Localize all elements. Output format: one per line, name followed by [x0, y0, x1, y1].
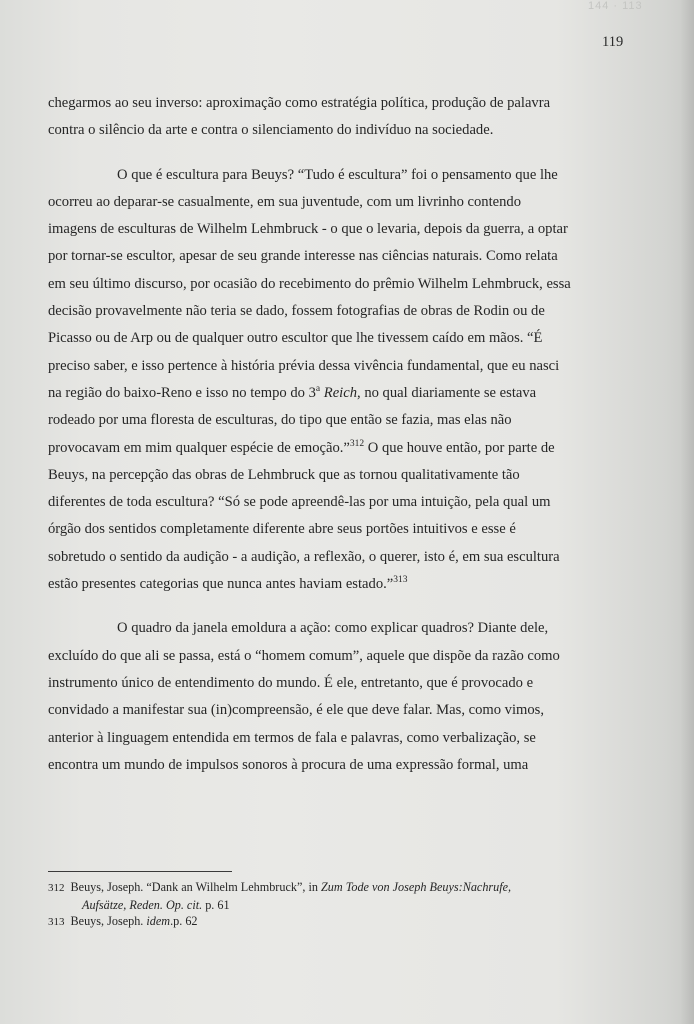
- paragraph-1: [48, 90, 583, 145]
- text-line: chegarmos ao seu inverso: aproximação como estratégia política, produção de palavra: [48, 95, 551, 111]
- text-line: anterior à linguagem entendida em termos de fala e palavras, como verbalização, se: [48, 729, 536, 746]
- text-line: excluído do que ali se passa, está o “homem comum”, aquele que dispõe da razão como: [48, 647, 560, 664]
- footnote-312: [48, 879, 608, 913]
- footnote-number: 312: [48, 882, 65, 894]
- footnote-title: idem: [146, 914, 171, 928]
- text-line: decisão provavelmente não teria se dado, fossem fotografias de obras de Rodin ou de: [48, 303, 545, 320]
- footnote-313: [48, 913, 608, 931]
- text-segment: na região do baixo-Reno e isso no tempo do 3: [48, 384, 316, 401]
- text-line: convidado a manifestar sua (in)compreensão, é ele que deve falar. Mas, como vimos,: [48, 702, 545, 719]
- text-line: imagens de esculturas de Wilhelm Lehmbruck - o que o levaria, depois da guerra, a optar: [48, 221, 568, 238]
- text-line: ocorreu ao deparar-se casualmente, em sua juventude, com um livrinho contendo: [48, 193, 522, 210]
- footnote-text: Beuys, Joseph.: [70, 914, 147, 928]
- text-line: encontra um mundo de impulsos sonoros à procura de uma expressão formal, uma: [48, 756, 529, 773]
- body-text: [48, 90, 583, 779]
- footnote-ref: 313: [393, 575, 408, 586]
- footnote-separator: [48, 871, 232, 872]
- page-number: 119: [602, 34, 624, 50]
- text-line: instrumento único de entendimento do mundo. É ele, entretanto, que é provocado e: [48, 674, 534, 691]
- text-line: [48, 380, 583, 407]
- footnote-text: p. 61: [202, 897, 230, 912]
- text-line: em seu último discurso, por ocasião do recebimento do prêmio Wilhelm Lehmbruck, essa: [48, 275, 571, 292]
- text-segment: estão presentes categorias que nunca antes haviam estado.”: [48, 576, 394, 593]
- text-line: rodeado por uma floresta de esculturas, do tipo que então se fazia, mas elas não: [48, 412, 512, 429]
- text-line: O quadro da janela emoldura a ação: como explicar quadros? Diante dele,: [117, 620, 549, 637]
- footnote-ref: 312: [349, 438, 365, 449]
- footnote-text: .p. 62: [170, 914, 198, 928]
- text-segment: , no qual diariamente se estava: [357, 384, 537, 401]
- footnotes: [48, 879, 608, 931]
- paragraph-3: [48, 615, 583, 779]
- text-line: preciso saber, e isso pertence à história prévia dessa vivência fundamental, que eu nasci: [48, 357, 560, 374]
- text-line: por tornar-se escultor, apesar de seu grande interesse nas ciências naturais. Como relata: [48, 248, 558, 265]
- text-line: Picasso ou de Arp ou de qualquer outro escultor que lhe tivessem caído em mãos. “É: [48, 330, 543, 347]
- text-line: [48, 571, 583, 598]
- footnote-title: Zum Tode von Joseph Beuys:Nachrufe,: [320, 880, 512, 894]
- paragraph-2: [48, 162, 583, 599]
- page-edge-shadow: [680, 0, 694, 1024]
- text-line: sobretudo o sentido da audição - a audição, a reflexão, o querer, isto é, em sua escultura: [48, 548, 560, 565]
- emphasis-text: Reich: [323, 384, 358, 401]
- footnote-text: Beuys, Joseph. “Dank an Wilhelm Lehmbruck”, in: [70, 880, 321, 894]
- text-line: [48, 435, 583, 462]
- footnote-title: Aufsätze, Reden. Op. cit.: [82, 897, 203, 912]
- text-segment: provocavam em mim qualquer espécie de emoção.”: [48, 439, 350, 456]
- text-line: O que é escultura para Beuys? “Tudo é escultura” foi o pensamento que lhe: [117, 166, 558, 183]
- ordinal-superscript: a: [315, 383, 321, 394]
- text-line: órgão dos sentidos completamente diferente abre seus portões intuitivos e esse é: [48, 521, 516, 538]
- text-line: contra o silêncio da arte e contra o silenciamento do indivíduo na sociedade.: [48, 122, 494, 139]
- text-segment: O que houve então, por parte de: [364, 439, 555, 456]
- archive-stamp: 144 · 113: [588, 0, 643, 12]
- text-line: Beuys, na percepção das obras de Lehmbruck que as tornou qualitativamente tão: [48, 466, 520, 483]
- footnote-number: 313: [48, 916, 65, 928]
- text-line: diferentes de toda escultura? “Só se pode apreendê-las por uma intuição, pela qual um: [48, 494, 551, 511]
